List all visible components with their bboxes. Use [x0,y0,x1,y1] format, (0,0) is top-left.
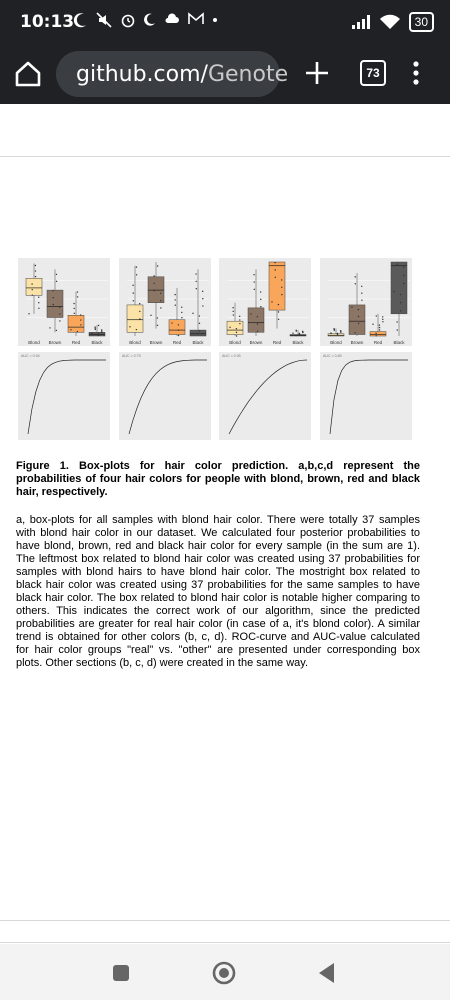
gmail-icon [188,12,204,26]
jitter-point [56,330,57,331]
box-brown [248,308,264,332]
jitter-point [181,312,182,313]
jitter-point [403,275,404,276]
jitter-point [31,283,32,284]
jitter-point [257,316,258,317]
jitter-point [393,291,394,292]
jitter-point [101,331,102,332]
jitter-point [239,316,240,317]
dot-icon [212,12,218,26]
jitter-point [101,332,102,333]
jitter-point [139,303,140,304]
jitter-point [70,329,71,330]
jitter-point [59,313,60,314]
jitter-point [361,293,362,294]
figure-1 [18,258,418,448]
jitter-point [135,274,136,275]
jitter-point [378,324,379,325]
jitter-point [101,329,102,330]
jitter-point [372,324,373,325]
jitter-point [396,264,397,265]
jitter-point [302,331,303,332]
jitter-point [271,301,272,302]
jitter-point [357,309,358,310]
jitter-point [239,323,240,324]
jitter-point [198,323,199,324]
box-brown [148,277,164,303]
jitter-point [260,299,261,300]
jitter-point [236,332,237,333]
moon-icon-small [144,12,156,26]
auc-label: AUC = 0.95 [222,354,241,358]
category-label: Black [91,340,103,345]
auc-label: AUC = 0.89 [322,354,342,358]
jitter-point [195,273,196,274]
jitter-point [132,285,133,286]
category-label: Brown [48,340,62,345]
jitter-point [354,276,355,277]
jitter-point [95,328,96,329]
box-blond [227,321,243,334]
jitter-point [59,306,60,307]
boxplot-panel-a [18,258,110,346]
jitter-point [382,321,383,322]
box-red [269,262,285,310]
jitter-point [354,332,355,333]
jitter-point [153,290,154,291]
jitter-point [49,327,50,328]
jitter-point [239,319,240,320]
jitter-point [195,288,196,289]
jitter-point [129,326,130,327]
category-label: Brown [149,340,162,345]
jitter-point [260,291,261,292]
jitter-point [281,279,282,280]
jitter-point [236,335,237,336]
jitter-point [80,319,81,320]
jitter-point [357,323,358,324]
roc-panel-a [18,352,110,440]
roc-curve [229,360,307,434]
box-red [169,320,185,335]
jitter-point [378,329,379,330]
jitter-point [132,292,133,293]
battery-indicator: 30 [409,12,434,32]
jitter-point [399,294,400,295]
jitter-point [35,276,36,277]
jitter-point [336,333,337,334]
jitter-point [32,289,33,290]
roc-curve [28,360,106,434]
jitter-point [403,283,404,284]
jitter-point [292,333,293,334]
category-label: Red [373,340,382,345]
box-blond [26,278,42,295]
recents-icon[interactable] [106,958,136,988]
jitter-point [156,265,157,266]
divider [0,942,450,943]
signal-icon [351,14,371,30]
divider [0,920,450,921]
category-label: Red [71,340,81,345]
jitter-point [135,329,136,330]
jitter-point [257,323,258,324]
jitter-point [333,328,334,329]
status-right-icons [351,12,434,32]
jitter-point [56,274,57,275]
jitter-point [35,265,36,266]
jitter-point [59,320,60,321]
jitter-point [250,313,251,314]
figure-description: a, box-plots for all samples with blond hair color. There were totally 37 samples with blond hair color in our dataset. We calculated four posterior probabilities to have blond, brown, red and black hair color for every sample (in the sum are 1). The leftmost box related to blond hair color was created using 37 probabilities for samples with blond hairs to have blond hair color. The mostright box related to black hair color was created using 37 probabilities for the same samples to have black hair color. The box related to blond hair color is notable higher comparing to others. This indicates the correct work of our algorithm, since the predicted probabilities are greater for real hair color (in case of a, it's blond color). A similar trend is obtained for other colors (b, c, d). ROC-curve and AUC-value calculated for hair color groups "real" vs. "other" are presented under corresponding box plots. Other sections (b, c, d) were created in the same way. [16,514,420,669]
jitter-point [192,313,193,314]
jitter-point [38,308,39,309]
jitter-point [357,316,358,317]
jitter-point [153,275,154,276]
jitter-point [156,317,157,318]
cloud-icon [164,12,180,26]
jitter-point [296,330,297,331]
jitter-point [281,287,282,288]
box-black [391,262,407,314]
jitter-point [202,298,203,299]
jitter-point [340,330,341,331]
jitter-point [53,304,54,305]
jitter-point [299,333,300,334]
jitter-point [354,283,355,284]
jitter-point [53,297,54,298]
jitter-point [253,274,254,275]
jitter-point [399,310,400,311]
jitter-point [361,286,362,287]
jitter-point [202,305,203,306]
jitter-point [171,322,172,323]
jitter-point [375,315,376,316]
jitter-point [98,335,99,336]
jitter-point [257,331,258,332]
boxplot-panel-b [119,258,211,346]
box-blond [328,334,344,336]
category-label: Blond [229,340,241,345]
auc-label: AUC = 0.94 [21,354,40,358]
jitter-point [80,324,81,325]
jitter-point [156,325,157,326]
page-content [0,104,450,944]
jitter-point [174,305,175,306]
jitter-point [52,290,53,291]
jitter-point [74,313,75,314]
jitter-point [150,315,151,316]
jitter-point [132,300,133,301]
auc-label: AUC = 0.79 [121,354,141,358]
jitter-point [56,281,57,282]
jitter-point [160,293,161,294]
jitter-point [38,302,39,303]
jitter-point [98,333,99,334]
category-label: Black [392,340,405,345]
jitter-point [198,315,199,316]
jitter-point [28,313,29,314]
status-time: 10:13 [20,12,75,32]
category-label: Red [172,340,181,345]
jitter-point [195,281,196,282]
category-label: Black [292,340,304,345]
jitter-point [396,329,397,330]
jitter-point [295,335,296,336]
jitter-point [254,289,255,290]
jitter-point [278,319,279,320]
jitter-point [351,306,352,307]
box-brown [47,290,63,317]
jitter-point [139,311,140,312]
jitter-point [181,317,182,318]
url-bar[interactable] [56,51,289,97]
category-label: Blond [329,340,342,345]
tab-switcher-button[interactable]: 73 [360,60,386,86]
jitter-point [135,266,136,267]
jitter-point [278,311,279,312]
jitter-point [77,331,78,332]
jitter-point [91,333,92,334]
url-text [76,62,288,87]
category-label: Brown [249,340,263,345]
roc-panel-c [219,352,311,440]
jitter-point [399,302,400,303]
moon-icon [74,12,88,28]
jitter-point [160,307,161,308]
jitter-point [278,304,279,305]
jitter-point [375,335,376,336]
category-label: Black [191,340,204,345]
back-icon[interactable] [312,958,342,988]
category-label: Blond [128,340,141,345]
jitter-point [139,318,140,319]
jitter-point [94,326,95,327]
jitter-point [378,327,379,328]
url-domain: github.com/ [76,61,208,87]
box-black [190,330,206,336]
browser-toolbar [0,46,450,104]
jitter-point [174,294,175,295]
jitter-point [77,291,78,292]
jitter-point [382,319,383,320]
box-brown [349,305,365,335]
jitter-point [233,314,234,315]
jitter-point [73,303,74,304]
jitter-point [232,307,233,308]
jitter-point [35,270,36,271]
jitter-point [177,324,178,325]
box-red [370,332,386,336]
jitter-point [275,277,276,278]
jitter-point [177,335,178,336]
jitter-point [274,262,275,263]
jitter-point [233,311,234,312]
jitter-point [236,328,237,329]
jitter-point [361,299,362,300]
box-black [89,332,105,336]
jitter-point [375,333,376,334]
figure-caption: Figure 1. Box-plots for hair color prediction. a,b,c,d represent the probabilities of four hair colors for people with blond, brown, red and black hair, respectively. [16,460,420,498]
jitter-point [181,306,182,307]
jitter-point [281,294,282,295]
boxplot-panel-d [320,258,412,346]
roc-panel-b [119,352,211,440]
jitter-point [382,316,383,317]
jitter-point [32,294,33,295]
jitter-point [260,306,261,307]
jitter-point [198,330,199,331]
jitter-point [177,330,178,331]
jitter-point [275,269,276,270]
jitter-point [403,266,404,267]
wifi-icon [379,14,401,30]
jitter-point [77,296,78,297]
alarm-icon [120,12,136,28]
jitter-point [38,296,39,297]
box-blond [127,305,143,332]
status-notification-icons [74,12,218,28]
system-navigation-bar [0,944,450,1000]
category-label: Blond [28,340,40,345]
category-label: Brown [350,340,363,345]
jitter-point [229,327,230,328]
status-bar [0,0,450,46]
home-nav-icon[interactable] [209,958,239,988]
jitter-point [95,329,96,330]
home-icon[interactable] [12,58,44,90]
jitter-point [254,281,255,282]
jitter-point [160,300,161,301]
jitter-point [74,308,75,309]
jitter-point [174,299,175,300]
overflow-menu-icon[interactable] [410,58,422,88]
jitter-point [153,283,154,284]
jitter-point [202,291,203,292]
roc-panel-d [320,352,412,440]
divider [0,156,450,157]
roc-curve [330,360,408,434]
category-label: Red [272,340,282,345]
boxplot-panel-c [219,258,311,346]
roc-curve [129,360,207,434]
jitter-point [330,332,331,333]
new-tab-icon[interactable] [302,58,332,88]
mute-icon [96,12,112,28]
jitter-point [80,314,81,315]
jitter-point [98,325,99,326]
jitter-point [396,321,397,322]
url-path: Genote [207,61,289,87]
